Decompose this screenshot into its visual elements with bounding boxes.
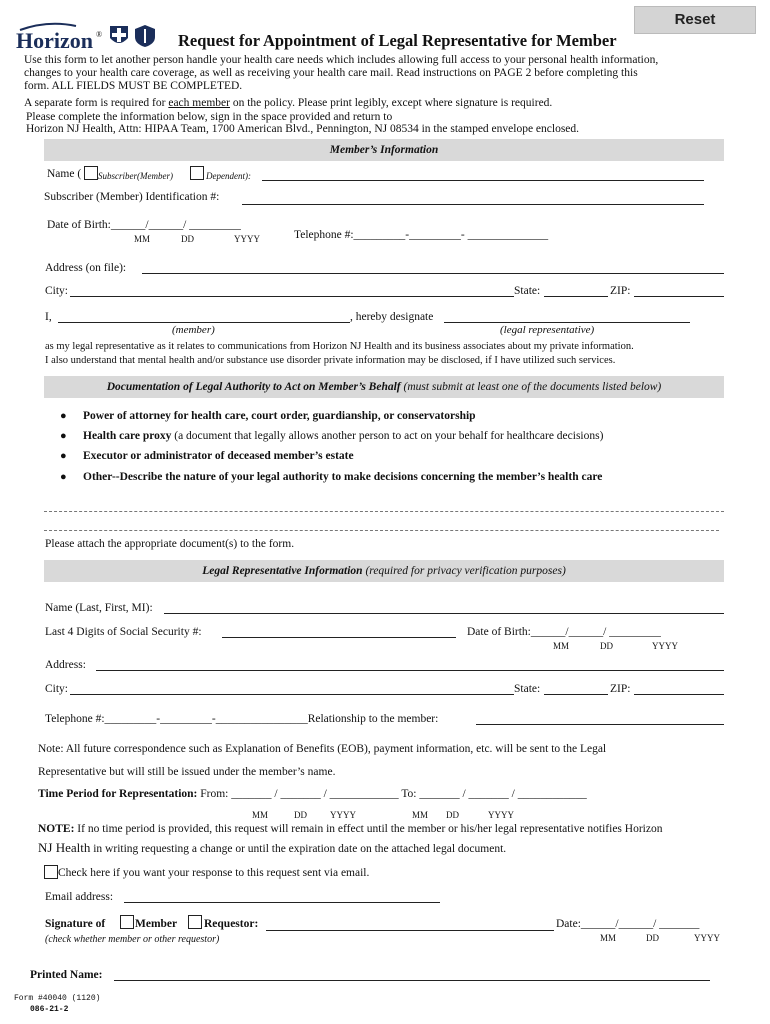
dob-yyyy-caption: YYYY [234,234,260,244]
subscriber-checkbox[interactable] [84,166,98,180]
intro-line-2: changes to your health care coverage, as well as receiving your health care mail. Read instructions on PAGE 2 before completing this [24,67,638,79]
rep-address-field[interactable] [96,670,724,671]
rep-dob-mm-caption: MM [553,641,570,651]
other-description-line-1[interactable] [44,511,724,512]
email-check-label: Check here if you want your response to this request sent via email. [58,867,370,879]
horizon-logo [16,22,146,52]
to-mm-caption: MM [412,810,429,820]
intro-separate-form: A separate form is required for each member on the policy. Please print legibly, except where signature is required. [24,97,553,109]
city-label: City: [45,285,69,297]
dependent-label: Dependent): [206,171,251,181]
intro-address: Horizon NJ Health, Attn: HIPAA Team, 1700 American Blvd., Pennington, NJ 08534 in the stamped envelope enclosed. [26,123,580,135]
member-check-label: Member [135,918,178,930]
form-title: Request for Appointment of Legal Representative for Member [178,31,617,50]
email-response-checkbox[interactable] [44,865,58,879]
to-yyyy-caption: YYYY [488,810,514,820]
rep-state-label: State: [514,683,541,695]
email-field[interactable] [124,902,440,903]
printed-name-label: Printed Name: [30,969,103,981]
from-dd-caption: DD [294,810,307,820]
subscriber-id-label: Subscriber (Member) Identification #: [44,191,220,203]
sig-mm-caption: MM [600,933,617,943]
dob-mm-caption: MM [134,234,151,244]
attach-note: Please attach the appropriate document(s) to the form. [45,538,295,550]
legal-rep-header: Legal Representative Information (required for privacy verification purposes) [44,560,724,582]
rep-city-label: City: [45,683,69,695]
rep-dob-yyyy-caption: YYYY [652,641,678,651]
footer-form-number: Form #40040 (1120) [14,994,101,1003]
rep-ssn-field[interactable] [222,637,456,638]
address-label: Address (on file): [45,262,127,274]
intro-line-3: form. ALL FIELDS MUST BE COMPLETED. [24,80,243,92]
rep-ssn-label: Last 4 Digits of Social Security #: [45,626,202,638]
doc-item-proxy: Health care proxy (a document that legally allows another person to act on your behalf for healthcare decisions) [83,430,604,442]
note-correspondence-1: Note: All future correspondence such as Explanation of Benefits (EOB), payment information, etc. will be sent to the Legal [38,743,607,755]
member-address-field[interactable] [142,273,724,274]
legal-rep-designee-field[interactable] [444,322,690,323]
member-telephone-label[interactable]: Telephone #:_________-_________- ______________ [294,229,549,241]
intro-line-1: Use this form to let another person handle your health care needs which includes allowing full access to your personal health information, [24,54,659,66]
doc-item-poa: Power of attorney for health care, court order, guardianship, or conservatorship [83,410,476,422]
intro-complete: Please complete the information below, sign in the space provided and return to [26,111,393,123]
bullet-icon: ● [60,410,67,422]
blue-cross-icon [108,24,130,48]
designating-member-field[interactable] [58,322,350,323]
signature-date-label[interactable]: Date:______/______/ _______ [556,918,700,930]
rep-name-label: Name (Last, First, MI): [45,602,153,614]
legal-rep-caption: (legal representative) [500,324,595,336]
no-time-note-1: NOTE: If no time period is provided, this request will remain in effect until the member or his/her legal representative notifies Horizon [38,823,663,835]
signature-label: Signature of [45,918,106,930]
note-correspondence-2: Representative but will still be issued under the member’s name. [38,766,336,778]
logo-wordmark: Horizon [16,28,93,53]
member-name-field[interactable] [262,180,704,181]
rep-name-field[interactable] [164,613,724,614]
sig-dd-caption: DD [646,933,659,943]
relationship-field[interactable] [476,724,724,725]
subscriber-label: Subscriber(Member) [98,171,173,181]
doc-item-executor: Executor or administrator of deceased member’s estate [83,450,354,462]
designation-line-2: I also understand that mental health and/or substance use disorder private information may be disclosed, if I have utilized such services. [45,355,616,366]
rep-dob-label[interactable]: Date of Birth:______/______/ _________ [467,626,661,638]
designate-label: , hereby designate [350,311,434,323]
member-dob-label[interactable]: Date of Birth:______/______/ _________ [47,219,241,231]
from-mm-caption: MM [252,810,269,820]
bullet-icon: ● [60,430,67,442]
from-yyyy-caption: YYYY [330,810,356,820]
member-state-field[interactable] [544,296,608,297]
rep-zip-field[interactable] [634,694,724,695]
blue-shield-icon [133,24,157,48]
dob-dd-caption: DD [181,234,194,244]
member-caption: (member) [172,324,215,336]
bullet-icon: ● [60,471,67,483]
dependent-checkbox[interactable] [190,166,204,180]
member-city-field[interactable] [70,296,514,297]
sig-yyyy-caption: YYYY [694,933,720,943]
rep-city-field[interactable] [70,694,514,695]
name-label: Name ( [47,168,82,180]
member-zip-field[interactable] [634,296,724,297]
requestor-check-label: Requestor: [204,918,259,930]
footer-code: 086-21-2 [30,1005,69,1014]
member-signature-checkbox[interactable] [120,915,134,929]
bullet-icon: ● [60,450,67,462]
requestor-checkbox[interactable] [188,915,202,929]
members-info-header: Member’s Information [44,139,724,161]
rep-address-label: Address: [45,659,86,671]
i-label: I, [45,311,52,323]
designation-line-1: as my legal representative as it relates to communications from Horizon NJ Health and its business associates about my private information. [45,341,634,352]
logo-reg-mark: ® [96,30,103,39]
email-label: Email address: [45,891,114,903]
subscriber-id-field[interactable] [242,204,704,205]
no-time-note-2: NJ Health in writing requesting a change or until the expiration date on the attached legal document. [38,840,507,855]
rep-zip-label: ZIP: [610,683,631,695]
rep-dob-dd-caption: DD [600,641,613,651]
reset-button[interactable]: Reset [634,6,756,34]
other-description-line-2[interactable] [44,530,719,531]
printed-name-field[interactable] [114,980,710,981]
rep-state-field[interactable] [544,694,608,695]
time-period[interactable]: Time Period for Representation: From: _______ / _______ / ____________ To: _______ / _______ / ____________ [38,788,587,800]
rep-telephone-label[interactable]: Telephone #:_________-_________-________________Relationship to the member: [45,713,439,725]
state-label: State: [514,285,541,297]
zip-label: ZIP: [610,285,631,297]
to-dd-caption: DD [446,810,459,820]
signature-field[interactable] [266,930,554,931]
documentation-header: Documentation of Legal Authority to Act on Member’s Behalf (must submit at least one of the documents listed below) [44,376,724,398]
doc-item-other: Other--Describe the nature of your legal authority to make decisions concerning the member’s health care [83,471,603,483]
signature-caption: (check whether member or other requestor) [45,934,220,945]
